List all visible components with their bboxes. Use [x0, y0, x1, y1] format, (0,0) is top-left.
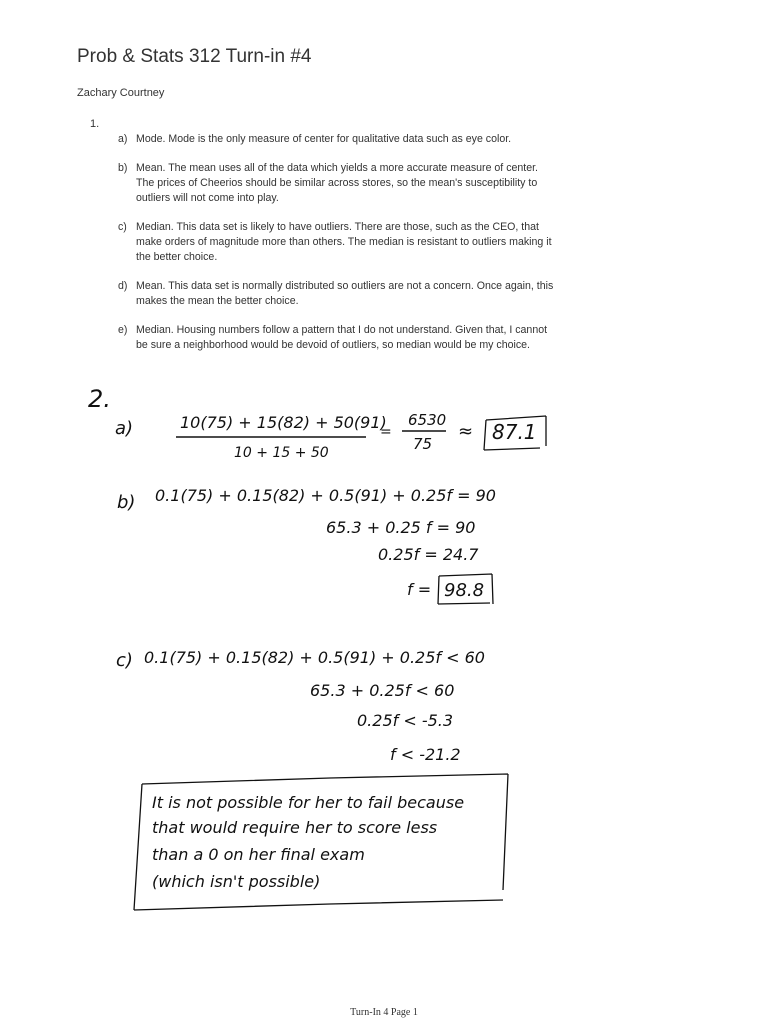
part-c-line-2: 65.3 + 0.25f < 60: [310, 681, 455, 700]
part-b-line-3: 0.25f = 24.7: [378, 545, 479, 564]
page-footer: Turn-In 4 Page 1: [350, 1007, 418, 1018]
part-a-fraction-numerator: 6530: [408, 411, 447, 429]
part-c-line-1: 0.1(75) + 0.15(82) + 0.5(91) + 0.25f < 60: [144, 648, 485, 667]
part-a-answer: 87.1: [492, 420, 537, 444]
part-b-line-2: 65.3 + 0.25 f = 90: [326, 518, 476, 537]
part-a-fraction-denominator: 75: [413, 435, 433, 453]
part-a-equals: =: [380, 424, 392, 440]
part-c-note-line: (which isn't possible): [152, 872, 321, 891]
part-b-line-1: 0.1(75) + 0.15(82) + 0.5(91) + 0.25f = 90: [155, 486, 496, 505]
part-c-note-line: It is not possible for her to fail because: [152, 793, 465, 812]
part-b-answer: 98.8: [444, 580, 485, 601]
part-a-label: a): [115, 418, 134, 439]
part-b-label: b): [117, 492, 136, 513]
answer-text: Mean. The mean uses all of the data which yields a more accurate measure of center. The prices of Cheerios should be similar across stores, so the mean's susceptibility to outliers will not come into play.: [136, 162, 538, 204]
answer-text: Mode. Mode is the only measure of center for qualitative data such as eye color.: [136, 133, 512, 145]
question-2-number: 2.: [88, 385, 111, 413]
answer-label: c): [118, 221, 127, 233]
answer-label: a): [118, 133, 128, 145]
part-a-numerator: 10(75) + 15(82) + 50(91): [180, 413, 387, 432]
author-name: Zachary Courtney: [77, 87, 165, 99]
answer-label: e): [118, 324, 128, 336]
part-b-line-4-prefix: f =: [407, 580, 432, 599]
part-c-line-3: 0.25f < -5.3: [357, 711, 454, 730]
part-c-line-4: f < -21.2: [390, 745, 461, 764]
part-c-label: c): [116, 650, 133, 671]
answer-text: Median. Housing numbers follow a pattern that I do not understand. Given that, I cannot be sure a neighborhood would be devoid of outliers, so median would be my choice.: [136, 324, 548, 351]
part-a-denominator: 10 + 15 + 50: [234, 445, 329, 461]
answer-label: b): [118, 162, 128, 174]
document-title: Prob & Stats 312 Turn-in #4: [77, 46, 312, 67]
part-c-note-line: that would require her to score less: [152, 818, 438, 837]
part-c-note-line: than a 0 on her final exam: [152, 845, 365, 864]
answer-text: Mean. This data set is normally distributed so outliers are not a concern. Once again, this makes the mean the better choice.: [136, 280, 554, 307]
answer-label: d): [118, 280, 128, 292]
answer-text: Median. This data set is likely to have outliers. There are those, such as the CEO, that make orders of magnitude more than others. The median is resistant to outliers making it the better choice.: [136, 221, 552, 263]
question-1-number: 1.: [90, 118, 100, 130]
part-a-approx: ≈: [458, 421, 474, 442]
